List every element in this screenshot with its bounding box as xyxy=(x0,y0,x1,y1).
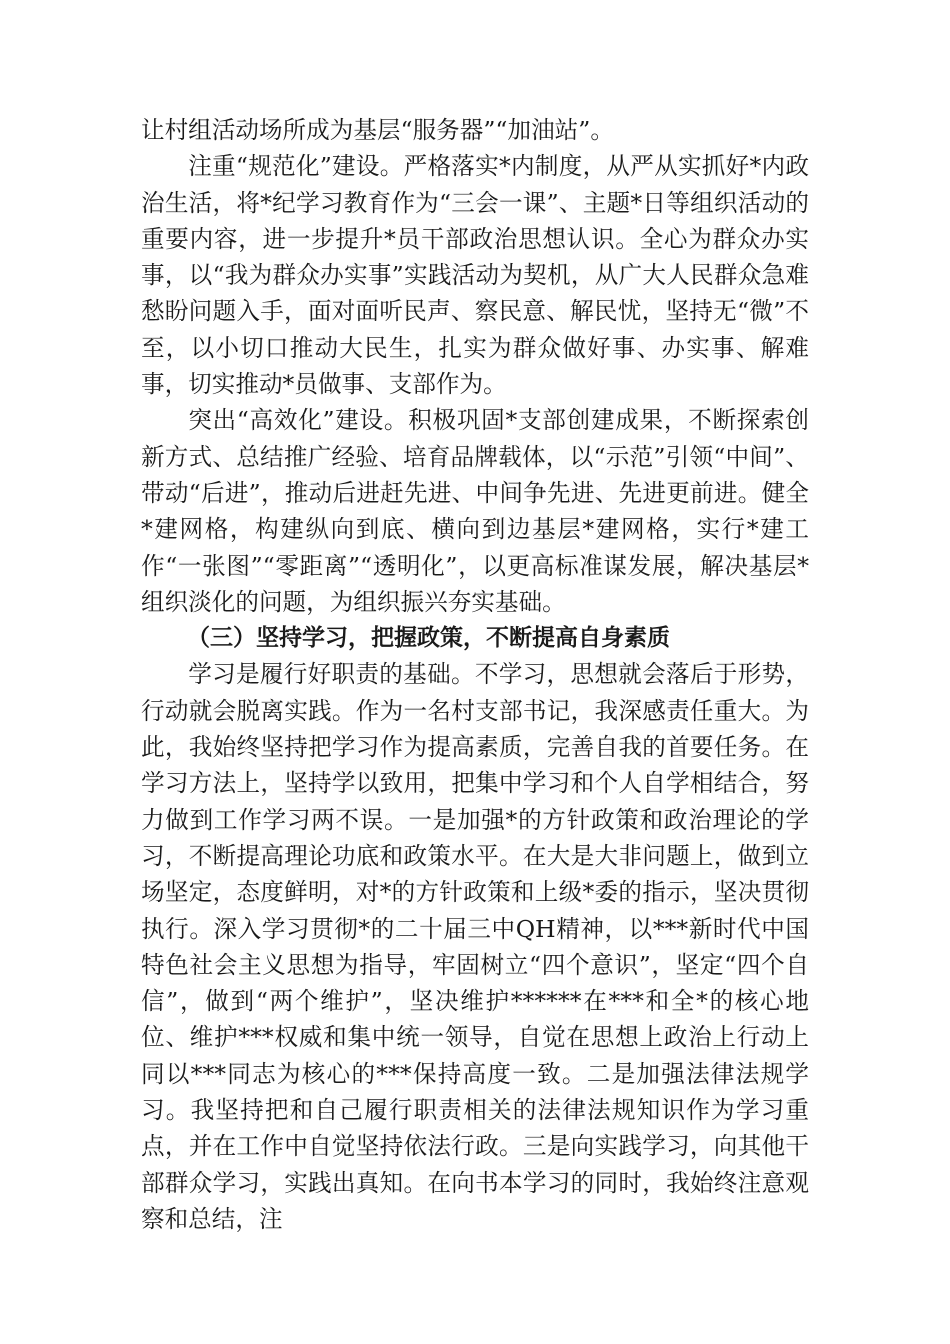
document-page xyxy=(141,112,809,1237)
section-heading: （三）坚持学习，把握政策，不断提高自身素质 xyxy=(187,625,670,652)
paragraph-study: 学习是履行好职责的基础。不学习，思想就会落后于形势，行动就会脱离实践。作为一名村支部书记，我深感责任重大。为此，我始终坚持把学习作为提高素质，完善自我的首要任务。在学习方法上，坚持学以致用，把集中学习和个人自学相结合，努力做到工作学习两不误。一是加强*的方针政策和政治理论的学习，不断提高理论功底和政策水平。在大是大非问题上，做到立场坚定，态度鲜明，对*的方针政策和上级*委的指示，坚决贯彻执行。深入学习贯彻*的二十届三中QH精神，以***新时代中国特色社会主义思想为指导，牢固树立“四个意识”，坚定“四个自信”，做到“两个维护”，坚决维护******在***和全*的核心地位、维护***权威和集中统一领导，自觉在思想上政治上行动上同以***同志为核心的***保持高度一致。二是加强法律法规学习。我坚持把和自己履行职责相关的法律法规知识作为学习重点，并在工作中自觉坚持依法行政。三是向实践学习，向其他干部群众学习，实践出真知。在向书本学习的同时，我始终注意观察和总结，注 xyxy=(141,660,809,1233)
paragraph-standardization: 注重“规范化”建设。严格落实*内制度，从严从实抓好*内政治生活，将*纪学习教育作为“三会一课”、主题*日等组织活动的重要内容，进一步提升*员干部政治思想认识。全心为群众办实事，以“我为群众办实事”实践活动为契机，从广大人民群众急难愁盼问题入手，面对面听民声、察民意、解民忧，坚持无“微”不至，以小切口推动大民生，扎实为群众做好事、办实事、解难事，切实推动*员做事、支部作为。 xyxy=(141,152,809,399)
paragraph-continuation: 让村组活动场所成为基层“服务器”“加油站”。 xyxy=(141,116,614,144)
paragraph-efficiency: 突出“高效化”建设。积极巩固*支部创建成果，不断探索创新方式、总结推广经验、培育品牌载体，以“示范”引领“中间”、带动“后进”，推动后进赶先进、中间争先进、先进更前进。健全*建网格，构建纵向到底、横向到边基层*建网格，实行*建工作“一张图”“零距离”“透明化”，以更高标准谋发展，解决基层*组织淡化的问题，为组织振兴夯实基础。 xyxy=(141,406,809,616)
